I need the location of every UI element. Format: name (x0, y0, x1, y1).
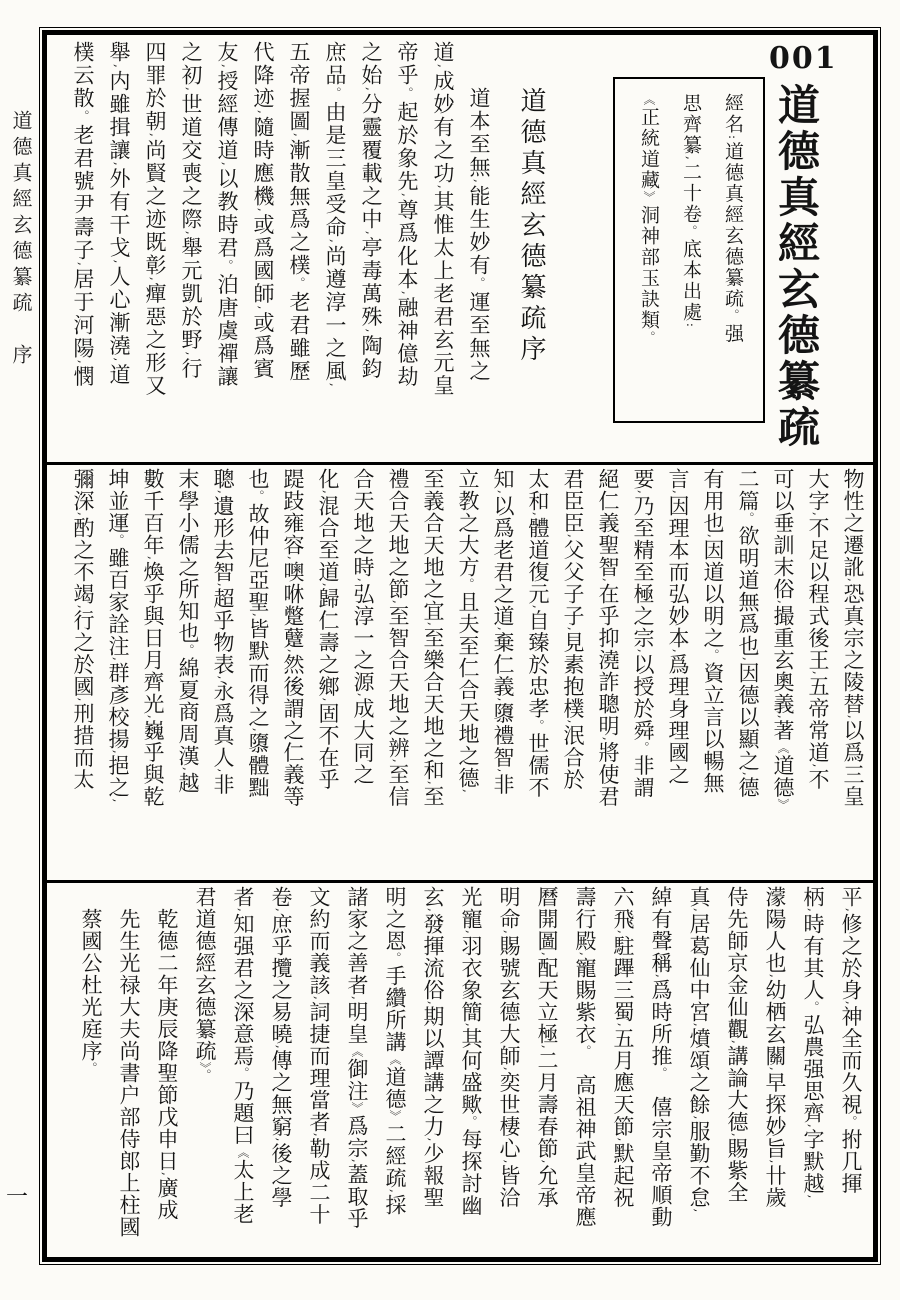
text-column: 要,乃至精至極之宗,以授於舜。非謂 (631, 468, 655, 799)
text-column: 光寵,羽衣象簡,其何盛歟。每探討幽 (459, 886, 483, 1217)
text-column: 諸家之善者,明皇《御注》爲宗,蓋取乎 (345, 886, 369, 1230)
text-column: 曆開圖,配天立極,二月壽春節,允承 (535, 886, 559, 1209)
text-column: 柄,時有其人。弘農强思齊,字默越, (801, 886, 825, 1200)
text-column: 壽行殿,寵賜紫衣。 高祖神武皇帝應 (573, 886, 597, 1228)
text-column: 乾德二年庚辰降聖節戊申日,廣成 (155, 908, 179, 1221)
text-column: 絕仁義聖智,在乎抑澆詐聰明,將使君 (596, 468, 620, 808)
text-column: 踶跂雍容,噢咻蹩躠,然後謂之仁義等 (281, 468, 305, 808)
text-column: 道本至無,能生妙有。運至無之 (467, 87, 491, 383)
text-column: 樸云散。老君號尹壽子,居于河陽,憫 (71, 41, 95, 389)
separator-line (47, 462, 873, 465)
text-column: 濛陽人也,幼栖玄關,早探妙旨,卄歲 (763, 886, 787, 1209)
text-column: 侍先師京金仙觀,講論大德,賜紫全 (725, 886, 749, 1204)
text-column: 卷,庶乎攬之易曉,傳之無窮,後之學 (269, 886, 293, 1209)
text-column: 代降迹,隨時應機,或爲國師,或爲賓 (251, 41, 275, 381)
text-column: 蔡國公杜光庭序。 (79, 908, 103, 1075)
text-column: 者,知强君之深意焉。乃題曰《太上老 (231, 886, 255, 1225)
text-column: 有用也,因道以明之。資立言以暢無 (701, 468, 725, 794)
preface-title: 道德真經玄德纂疏序 (516, 87, 546, 366)
text-column: 聰,遺形去智,超乎物表,永爲真人,非 (211, 468, 235, 796)
text-column: 庶品。由是三皇受命,尚遵淳一之風, (323, 41, 347, 389)
preface-band-middle (53, 468, 870, 876)
preface-band-bottom (53, 886, 870, 1288)
text-column: 經名:道德真經玄德纂疏。强 (722, 93, 744, 345)
text-column: 友,授經傳道,以教時君。泊唐虞禪讓 (215, 41, 239, 389)
text-column: 言,因理本而弘妙本,爲理身理國之 (666, 468, 690, 786)
text-column: 禮合天地之節,至智合天地之辨,至信 (386, 468, 410, 808)
text-column: 六飛,駐蹕三蜀,五月應天節,默起祝 (611, 886, 635, 1209)
separator-line (47, 880, 873, 883)
text-column: 知,以爲老君之道,棄仁義,隳禮智,非 (491, 468, 515, 796)
text-column: 綽有聲稱,爲時所推。 僖宗皇帝順動 (649, 886, 673, 1228)
text-column: 末學小儒之所知也。綿夏商周漢,越 (176, 468, 200, 794)
text-column: 道,成妙有之功,其惟太上老君玄元皇 (431, 41, 455, 398)
book-title: 道德真經玄德纂疏 (772, 83, 821, 451)
text-column: 君臣臣,父父子子,見素抱樸,泯合於 (561, 468, 585, 791)
text-column: 合天地之時,弘淳一之源,成大同之 (351, 468, 375, 786)
text-column: 玄,發揮流俗,期以譚講之力,少報聖 (421, 886, 445, 1209)
text-column: 《正統道藏》洞神部玉訣類。 (638, 93, 660, 345)
margin-running-title: 道德真經玄德纂疏 序 (9, 110, 33, 370)
text-column: 舉,内雖揖讓,外有干戈,人心漸澆,道 (107, 41, 131, 387)
text-column: 之始,分靈覆載之中,亭毒萬殊,陶鈞 (359, 41, 383, 381)
text-column: 帝乎。起於象先,尊爲化本,融神億劫 (395, 41, 419, 389)
text-column: 思齊纂,二十卷。底本出處: (680, 93, 702, 329)
text-column: 也。故仲尼亞聖,皆默而得之,隳體黜 (246, 468, 270, 799)
page-code: 001 (769, 41, 838, 76)
folio-number: 一 (6, 1185, 29, 1210)
text-column: 太和,體道復元,自臻於忠孝。世儒不 (526, 468, 550, 799)
text-column: 真,居葛仙中宮,燌頌之餘,服勤不怠, (687, 886, 711, 1214)
text-column: 明命,賜號玄德大師,奕世棲心,皆洽 (497, 886, 521, 1209)
text-column: 至義合天地之宜,至樂合天地之和,至 (421, 468, 445, 808)
text-column: 彌深,酌之不竭,行之於國,刑措而太 (71, 468, 95, 791)
text-column: 物性之遷訛,恐真宗之陵替,以爲三皇 (841, 468, 865, 808)
text-column: 坤並運。雖百家詮注,群彥校揚,挹之, (106, 468, 130, 804)
text-column: 君道德經玄德纂疏》。 (193, 886, 217, 1082)
text-column: 可以垂訓末俗,撮重玄奧義,著《道德》 (771, 468, 795, 812)
text-column: 先生光禄大夫尚書户部侍郎上柱國 (117, 908, 141, 1238)
text-column: 五帝握圖,漸散無爲之樸。老君雖歷 (287, 41, 311, 383)
text-column: 數千百年,煥乎與日月齊光,巍乎與乾 (141, 468, 165, 808)
text-column: 二篇。欲明道無爲也,因德以顯之,德 (736, 468, 760, 799)
colophon-box (613, 77, 765, 423)
text-column: 文約而義該,詞捷而理當者,勒成二十 (307, 886, 331, 1226)
text-column: 化,混合至道,歸仁壽之鄉,固不在乎 (316, 468, 340, 791)
text-column: 立教之大方。且夫至仁合天地之德, (456, 468, 480, 794)
text-column: 平,修之於身,神全而久視。拊几揮 (839, 886, 863, 1195)
text-frame (42, 30, 878, 1262)
text-column: 大字,不足以程式後王,五帝常道,不 (806, 468, 830, 791)
preface-band-top (55, 41, 497, 457)
text-column: 之初,世道交喪之際,舉元凱於野,行 (179, 41, 203, 381)
text-column: 明之恩。手纘所講《道德》二經疏,採 (383, 886, 407, 1216)
text-column: 四罪於朝,尚賢之迹既彰,癉惡之形又 (143, 41, 167, 398)
